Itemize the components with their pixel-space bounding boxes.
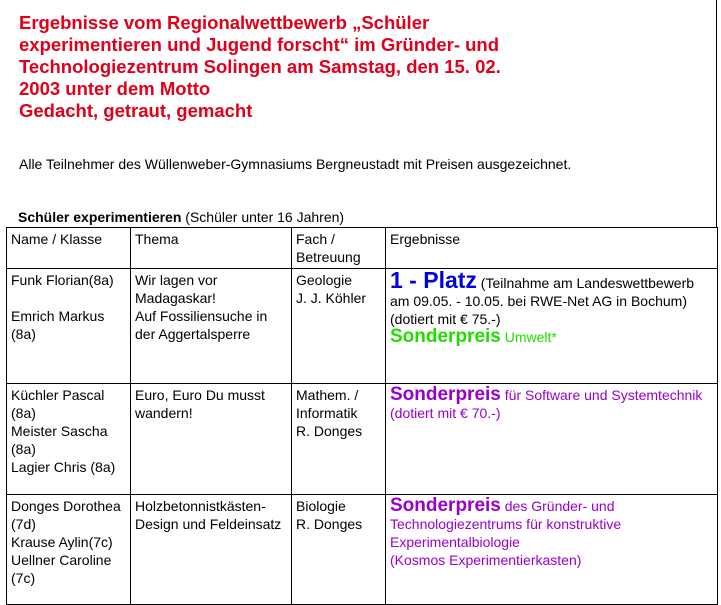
- betreuer-text: R. Donges: [296, 516, 363, 532]
- student-name: Emrich Markus (8a): [11, 308, 105, 342]
- header-thema: Thema: [131, 228, 292, 269]
- prize-special: Sonderpreis: [390, 495, 501, 516]
- prize-note: (dotiert mit € 70.-): [390, 405, 501, 421]
- cell-thema: [131, 384, 292, 495]
- page-heading: [19, 12, 659, 122]
- student-name: Uellner Caroline (7c): [11, 552, 112, 586]
- heading-line: experimentieren und Jugend forscht“ im Gründer- und: [19, 34, 500, 55]
- table-row: [7, 269, 718, 384]
- section-title: [18, 209, 344, 226]
- student-name: Lagier Chris (8a): [11, 459, 116, 475]
- cell-ergebnis: [386, 384, 718, 495]
- results-table: [6, 227, 718, 605]
- section-title-rest: (Schüler unter 16 Jahren): [181, 209, 345, 225]
- cell-names: [7, 269, 131, 384]
- prize-first-place: 1 - Platz: [390, 267, 477, 293]
- prize-note: (dotiert mit € 75.-): [390, 311, 501, 327]
- student-name: Krause Aylin(7c): [11, 534, 113, 550]
- cell-names: [7, 495, 131, 605]
- thema-text: Holzbetonnistkästen-Design und Feldeinsatz: [135, 498, 282, 532]
- heading-line: Ergebnisse vom Regionalwettbewerb „Schüler: [19, 12, 430, 33]
- table-header-row: [7, 228, 718, 269]
- thema-text: Wir lagen vor Madagaskar!: [135, 272, 218, 306]
- prize-special: Sonderpreis: [390, 384, 501, 405]
- cell-thema: [131, 495, 292, 605]
- cell-names: [7, 384, 131, 495]
- student-name: Meister Sascha (8a): [11, 423, 108, 457]
- student-name: Donges Dorothea (7d): [11, 498, 121, 532]
- prize-detail: für Software und Systemtechnik: [500, 387, 703, 403]
- heading-motto: Gedacht, getraut, gemacht: [19, 100, 253, 121]
- cell-ergebnis: [386, 269, 718, 384]
- cell-fach: [292, 384, 386, 495]
- heading-line: 2003 unter dem Motto: [19, 78, 211, 99]
- header-fach: Fach / Betreuung: [292, 228, 386, 269]
- intro-text: Alle Teilnehmer des Wüllenweber-Gymnasiums Bergneustadt mit Preisen ausgezeichnet.: [19, 156, 572, 172]
- prize-detail: (Teilnahme am Landeswettbewerb am 09.05. - 10.05. bei RWE-Net AG in Bochum): [390, 275, 695, 309]
- heading-line: Technologiezentrum Solingen am Samstag, den 15. 02.: [19, 56, 501, 77]
- fach-text: Biologie: [296, 498, 346, 514]
- betreuer-text: R. Donges: [296, 423, 363, 439]
- thema-text: Euro, Euro Du musst wandern!: [135, 387, 265, 421]
- fach-text: Mathem. / Informatik: [296, 387, 359, 421]
- table-row: [7, 495, 718, 605]
- header-name: Name / Klasse: [7, 228, 131, 269]
- cell-fach: [292, 269, 386, 384]
- header-ergebnisse: Ergebnisse: [386, 228, 718, 269]
- frame-border: [716, 0, 717, 227]
- cell-fach: [292, 495, 386, 605]
- section-title-bold: Schüler experimentieren: [18, 209, 182, 225]
- cell-ergebnis: [386, 495, 718, 605]
- prize-detail: des Gründer- und Technologiezentrums für konstruktive Experimentalbiologie: [390, 498, 622, 550]
- prize-note: (Kosmos Experimentierkasten): [390, 552, 582, 568]
- prize-special: Sonderpreis: [390, 326, 501, 347]
- table-row: [7, 384, 718, 495]
- thema-text: Auf Fossiliensuche in der Aggertalsperre: [135, 308, 268, 342]
- betreuer-text: J. J. Köhler: [296, 290, 367, 306]
- fach-text: Geologie: [296, 272, 353, 288]
- prize-detail: Umwelt*: [500, 329, 557, 345]
- student-name: Küchler Pascal (8a): [11, 387, 105, 421]
- cell-thema: [131, 269, 292, 384]
- student-name: Funk Florian(8a): [11, 272, 114, 288]
